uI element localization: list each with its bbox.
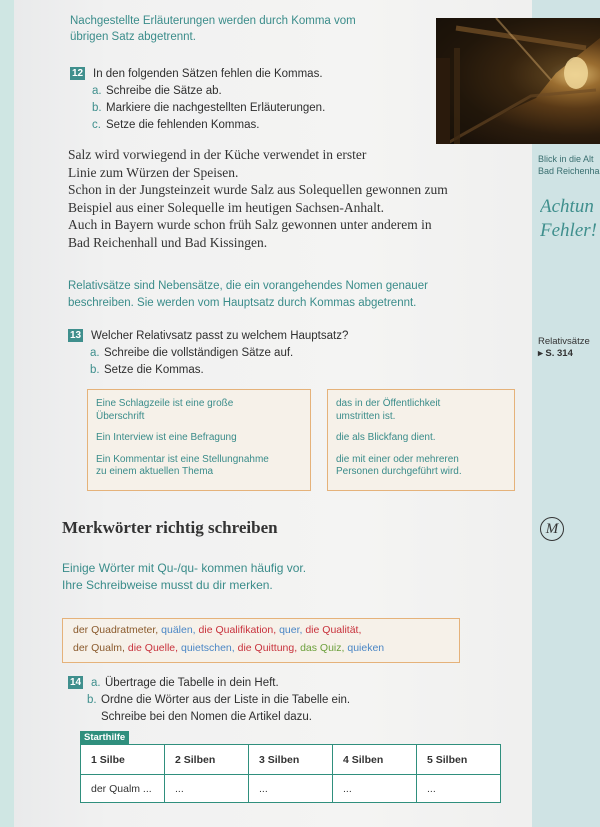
relativsatz-1: das in der Öffentlichkeit umstritten ist.	[336, 398, 441, 422]
achtung-fehler-note	[540, 195, 600, 243]
qu-word: das Quiz,	[300, 642, 348, 654]
table-row	[81, 775, 501, 803]
qu-word: quietschen,	[180, 642, 238, 654]
relativsatz-box	[327, 389, 515, 491]
rule-line-1: Relativsätze sind Nebensätze, die ein vorangehendes Nomen genauer	[68, 280, 428, 292]
qu-word: die Quittung,	[237, 642, 301, 654]
task-14-extra: Schreibe bei den Nomen die Artikel dazu.	[101, 711, 312, 723]
task-12-item-a: a. Schreibe die Sätze ab.	[92, 85, 222, 97]
sentence-line: Schon in der Jungsteinzeit wurde Salz aus Solequellen gewonnen zum	[68, 182, 448, 197]
starthilfe-label: Starthilfe	[80, 731, 129, 745]
relativsatz-3: die mit einer oder mehreren Personen durchgeführt wird.	[336, 453, 462, 477]
qu-word: quälen,	[161, 624, 199, 636]
intro-line-1: Nachgestellte Erläuterungen werden durch Komma vom	[70, 15, 356, 27]
table-cell: ...	[417, 775, 501, 803]
hauptsatz-1: Eine Schlagzeile ist eine große Überschrift	[96, 398, 234, 422]
task-12	[70, 66, 325, 134]
task-13-item-a: a. Schreibe die vollständigen Sätze auf.	[90, 347, 294, 359]
hauptsatz-3: Ein Kommentar ist eine Stellungnahme zu einem aktuellen Thema	[96, 453, 269, 477]
salt-mine-tunnel-photo	[436, 18, 600, 144]
section-intro-line-2: Ihre Schreibweise musst du dir merken.	[62, 578, 273, 592]
task-14-item-b: b. Ordne die Wörter aus der Liste in die Tabelle ein.	[87, 694, 351, 706]
header-cell: 2 Silben	[165, 745, 249, 775]
relativsatz-rule	[68, 278, 428, 312]
table-cell: der Qualm ...	[81, 775, 165, 803]
sentence-line: Linie zum Würzen der Speisen.	[68, 164, 239, 180]
reference-label: Relativsätze	[538, 336, 590, 347]
achtung-text: Achtun	[540, 196, 594, 217]
sentence-line: Bad Reichenhall und Bad Kissingen.	[68, 234, 268, 250]
header-cell: 3 Silben	[249, 745, 333, 775]
syllable-table	[80, 744, 501, 803]
qu-word: quieken	[347, 642, 385, 654]
word-row-1	[73, 621, 449, 639]
task-12-item-c: c. Setze die fehlenden Kommas.	[92, 119, 260, 131]
caption-line-1: Blick in die Alt	[538, 154, 594, 164]
table-cell: ...	[165, 775, 249, 803]
relativsatz-2: die als Blickfang dient.	[336, 432, 436, 443]
relativsaetze-reference	[538, 336, 590, 360]
rule-line-2: beschreiben. Sie werden vom Hauptsatz durch Kommas abgetrennt.	[68, 297, 417, 309]
task-12-sentences	[68, 146, 448, 251]
table-cell: ...	[333, 775, 417, 803]
qu-word: der Qualm,	[73, 642, 128, 654]
qu-word: der Quadratmeter,	[73, 624, 162, 636]
merkwoerter-badge-icon: M	[540, 517, 564, 541]
task-number-badge: 12	[71, 68, 84, 79]
section-intro-line-1: Einige Wörter mit Qu-/qu- kommen häufig vor.	[62, 561, 307, 575]
qu-word: die Qualität,	[305, 624, 362, 636]
section-title: Merkwörter richtig schreiben	[62, 518, 278, 537]
fehler-text: Fehler!	[540, 220, 597, 241]
task-number-badge: 13	[69, 330, 82, 341]
reference-page-link[interactable]: ▸ S. 314	[538, 348, 573, 359]
task-number-badge: 14	[69, 677, 82, 688]
task-12-instruction: In den folgenden Sätzen fehlen die Kommas.	[93, 68, 323, 80]
tunnel-illustration	[436, 18, 600, 144]
sentence-line: Beispiel aus einer Solequelle im heutigen Sachsen-Anhalt.	[68, 199, 385, 215]
sentence-line: Salz wird vorwiegend in der Küche verwendet in erster	[68, 147, 367, 162]
sentence-line: Auch in Bayern wurde schon früh Salz gewonnen unter anderem in	[68, 217, 432, 232]
task-14-item-a: Übertrage die Tabelle in dein Heft.	[105, 677, 279, 689]
qu-word: quer,	[279, 624, 306, 636]
table-cell: ...	[249, 775, 333, 803]
task-13-instruction: Welcher Relativsatz passt zu welchem Hauptsatz?	[91, 330, 349, 342]
task-14: 14 a. Übertrage die Tabelle in dein Heft. b. Ordne die Wörter aus der Liste in die Tabelle ein. Schreibe bei den Nomen die Artikel dazu.	[68, 675, 350, 726]
qu-word: die Qualifikation,	[198, 624, 280, 636]
table-header-row	[81, 745, 501, 775]
intro-line-2: übrigen Satz abgetrennt.	[70, 31, 196, 43]
section-intro	[62, 560, 306, 594]
header-cell: 1 Silbe	[81, 745, 165, 775]
task-13-item-b: b. Setze die Kommas.	[90, 364, 204, 376]
hauptsatz-2: Ein Interview ist eine Befragung	[96, 432, 237, 443]
photo-caption	[538, 153, 600, 177]
qu-word-list	[62, 618, 460, 663]
caption-line-2: Bad Reichenha	[538, 166, 600, 176]
qu-word: die Quelle,	[127, 642, 181, 654]
left-edge-band	[0, 0, 14, 827]
task-12-item-b: b. Markiere die nachgestellten Erläuterungen.	[92, 102, 326, 114]
header-cell: 5 Silben	[417, 745, 501, 775]
header-cell: 4 Silben	[333, 745, 417, 775]
intro-note	[70, 13, 356, 45]
word-row-2	[73, 639, 449, 657]
hauptsatz-box	[87, 389, 311, 491]
task-13	[68, 328, 348, 379]
